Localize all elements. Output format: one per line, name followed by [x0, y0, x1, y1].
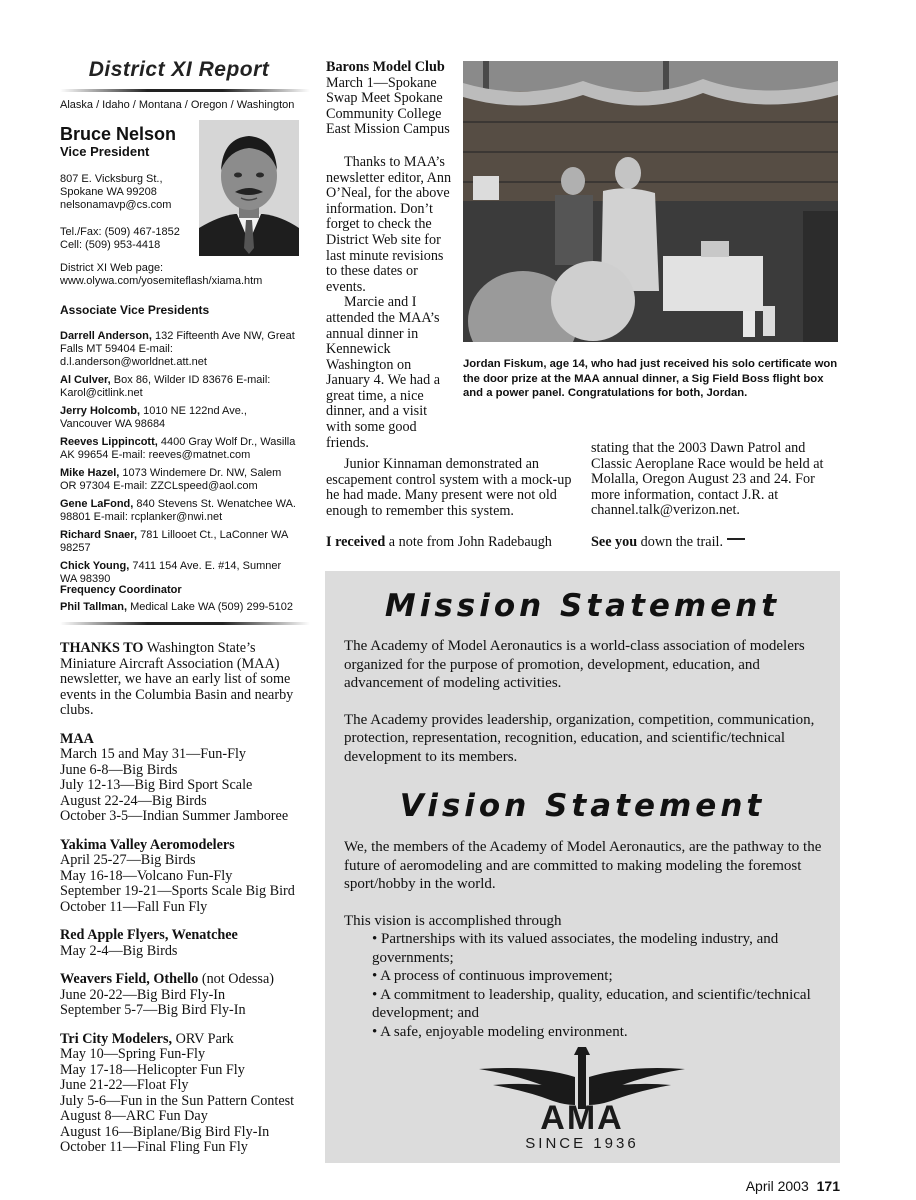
events-column [60, 641, 310, 1169]
ama-logo [477, 1047, 687, 1155]
freq-coordinator [60, 584, 305, 614]
event-line: September 19-21—Sports Scale Big Bird [60, 883, 295, 899]
avp-entry: Al Culver, Box 86, Wilder ID 83676 E-mail: Karol@citlink.net [60, 374, 271, 399]
event-line: July 12-13—Big Bird Sport Scale [60, 777, 253, 793]
event-line: June 6-8—Big Birds [60, 761, 178, 778]
title-rule [60, 89, 310, 92]
vp-address-2: Spokane WA 99208 [60, 186, 157, 198]
paragraph: The Academy of Model Aeronautics is a world-class association of modelers organized for the purpose of promotion, development, education, and advancement of modeling activities. [344, 638, 805, 691]
event-line: May 16-18—Volcano Fun-Fly [60, 867, 233, 884]
vision-bullet: • A safe, enjoyable modeling environment. [372, 1023, 628, 1040]
vision-bullet: • A commitment to leadership, quality, education, and scientific/technical development; and [372, 986, 811, 1021]
middle-wide-paragraph [326, 457, 581, 551]
events-intro: THANKS TO Washington State’s Miniature Aircraft Association (MAA) newsletter, we have an early list of some events in the Columbia Basin and nearby clubs. [60, 640, 294, 718]
avp-entry: Mike Hazel, 1073 Windemere Dr. NW, Salem OR 97304 E-mail: ZZCLspeed@aol.com [60, 467, 282, 492]
avp-entry: Reeves Lippincott, 4400 Gray Wolf Dr., Wasilla AK 99654 E-mail: reeves@matnet.com [60, 436, 296, 461]
barons-heading: Barons Model Club [326, 59, 445, 75]
avp-entry: Gene LaFond, 840 Stevens St. Wenatchee WA. 98801 E-mail: rcplanker@nwi.net [60, 498, 296, 523]
district-title: District XI Report [88, 58, 270, 81]
photo-caption: Jordan Fiskum, age 14, who had just received his solo certificate won the door prize at the MAA annual dinner, a Sig Field Boss flight box and a power panel. Congratulations for both, Jordan. [463, 358, 838, 399]
vp-cell: Cell: (509) 953-4418 [60, 239, 161, 251]
event-line: April 25-27—Big Birds [60, 852, 196, 868]
event-line: July 5-6—Fun in the Sun Pattern Contest [60, 1092, 295, 1109]
event-photo [463, 61, 838, 342]
vision-text [344, 838, 824, 1041]
footer-date: April 2003 [745, 1178, 809, 1194]
paragraph: Thanks to MAA’s newsletter editor, Ann O’Neal, for the above information. Don’t forget to check the District Web site for last minute revisions to these dates or events. [326, 153, 452, 295]
club-block: MAA March 15 and May 31—Fun-Fly June 6-8—Big Birds July 12-13—Big Bird Sport Scale August 22-24—Big Birds October 3-5—Indian Summer Jamboree [60, 732, 310, 825]
vision-bullet: • A process of continuous improvement; [372, 968, 613, 984]
event-line: September 5-7—Big Bird Fly-In [60, 1002, 246, 1018]
event-line: October 11—Final Fling Fun Fly [60, 1139, 248, 1155]
club-block: Weavers Field, Othello (not Odessa) June 20-22—Big Bird Fly-In September 5-7—Big Bird Fly-In [60, 972, 310, 1019]
page-footer [700, 1178, 840, 1194]
freq-entry: Phil Tallman, Medical Lake WA (509) 299-5102 [60, 601, 293, 613]
club-block: Red Apple Flyers, Wenatchee May 2-4—Big Birds [60, 928, 310, 959]
avp-heading: Associate Vice Presidents [60, 303, 210, 317]
club-block: Yakima Valley Aeromodelers April 25-27—Big Birds May 16-18—Volcano Fun-Fly September 19-21—Sports Scale Big Bird October 11—Fall Fun Fly [60, 838, 310, 916]
vision-heading: Vision Statement [399, 788, 766, 824]
vp-name: Bruce Nelson [60, 124, 177, 144]
ama-logo-since: SINCE 1936 [525, 1135, 639, 1152]
page-number: 171 [816, 1178, 840, 1194]
paragraph: Junior Kinnaman demonstrated an escapement control system with a mock-up he had made. Many present were not old enough to remember this system. [326, 456, 572, 519]
freq-heading: Frequency Coordinator [60, 584, 182, 596]
paragraph: See you down the trail. [591, 535, 841, 551]
paragraph: This vision is accomplished through [344, 912, 562, 929]
mission-heading: Mission Statement [384, 588, 781, 624]
web-url[interactable]: www.olywa.com/yosemiteflash/xiama.htm [60, 275, 263, 287]
paragraph: We, the members of the Academy of Model Aeronautics, are the pathway to the future of aeromodeling and are committed to making modeling the foremost sport/hobby in the world. [344, 839, 822, 892]
right-column [591, 441, 841, 551]
paragraph: stating that the 2003 Dawn Patrol and Classic Aeroplane Race would be held at Molalla, Oregon August 23 and 24. For more information, contact J.R. at channel.talk@verizon.net. [591, 440, 824, 519]
avp-entry: Jerry Holcomb, 1010 NE 122nd Ave., Vancouver WA 98684 [60, 405, 247, 430]
district-states: Alaska / Idaho / Montana / Oregon / Washington [60, 99, 295, 111]
event-line: March 15 and May 31—Fun-Fly [60, 746, 246, 762]
event-line: May 10—Spring Fun-Fly [60, 1046, 206, 1062]
vp-contact [60, 173, 263, 288]
event-line: May 17-18—Helicopter Fun Fly [60, 1061, 245, 1078]
vision-bullet: • Partnerships with its valued associates, the modeling industry, and governments; [372, 931, 779, 966]
sidebar-bottom-rule [60, 622, 310, 625]
avp-entry: Chick Young, 7411 154 Ave. E. #14, Sumner WA 98390 [60, 560, 282, 585]
event-line: October 3-5—Indian Summer Jamboree [60, 808, 289, 824]
middle-column [326, 60, 454, 451]
paragraph: Marcie and I attended the MAA’s annual dinner in Kennewick Washington on January 4. We had a great time, a nice dinner, and a visit with some good friends. [326, 294, 441, 451]
paragraph: I received a note from John Radebaugh [326, 534, 552, 551]
avp-list [60, 330, 300, 591]
barons-detail: March 1—Spokane Swap Meet Spokane Community College East Mission Campus [326, 74, 450, 138]
vp-portrait [199, 120, 299, 256]
mission-text [344, 637, 824, 766]
vp-address-1: 807 E. Vicksburg St., [60, 173, 163, 185]
ama-mini-logo-icon [727, 538, 745, 548]
web-label: District XI Web page: [60, 262, 164, 274]
event-line: August 16—Biplane/Big Bird Fly-In [60, 1123, 270, 1140]
avp-entry: Richard Snaer, 781 Lillooet Ct., LaConner WA 98257 [60, 529, 288, 554]
club-block: Tri City Modelers, ORV Park May 10—Spring Fun-Fly May 17-18—Helicopter Fun Fly June 21-22—Float Fly July 5-6—Fun in the Sun Pattern Contest August 8—ARC Fun Day August 16—Biplane/Big Bird Fly-In October 11—Final Fling Fun Fly [60, 1032, 310, 1156]
event-line: October 11—Fall Fun Fly [60, 898, 208, 915]
avp-entry: Darrell Anderson, 132 Fifteenth Ave NW, Great Falls MT 59404 E-mail: d.l.anderson@worldnet.att.net [60, 330, 295, 368]
event-line: May 2-4—Big Birds [60, 942, 178, 959]
event-line: June 21-22—Float Fly [60, 1077, 189, 1093]
event-line: August 22-24—Big Birds [60, 792, 207, 809]
event-line: June 20-22—Big Bird Fly-In [60, 986, 226, 1003]
ama-logo-text: AMA [540, 1099, 624, 1137]
vp-email[interactable]: nelsonamavp@cs.com [60, 199, 172, 211]
event-line: August 8—ARC Fun Day [60, 1108, 208, 1124]
vp-tel: Tel./Fax: (509) 467-1852 [60, 226, 180, 238]
vp-title: Vice President [60, 144, 150, 159]
paragraph: The Academy provides leadership, organization, competition, communication, protection, representation, recognition, education, and scientific/technical development to its members. [344, 711, 815, 765]
